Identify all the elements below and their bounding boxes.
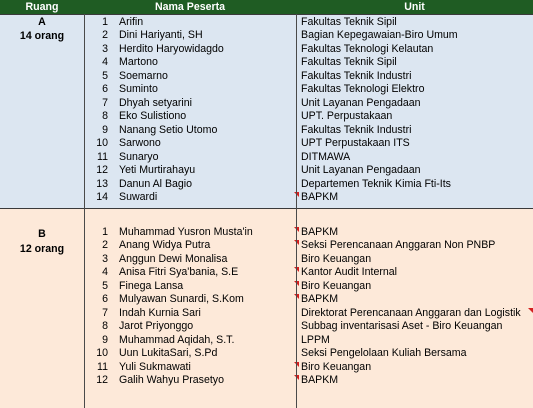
- table-row: [0, 164, 533, 178]
- row-number: 10: [96, 137, 108, 149]
- row-number: 3: [102, 252, 108, 265]
- table-header: [0, 0, 533, 15]
- table-row: [0, 29, 533, 43]
- table-row: [0, 293, 533, 307]
- room-count-a: 14 orang: [19, 30, 65, 42]
- table-row: [0, 266, 533, 280]
- table-row: [0, 97, 533, 111]
- table-row: [0, 70, 533, 84]
- table-row: [0, 137, 533, 151]
- participant-name: Anang Widya Putra: [119, 239, 211, 251]
- participant-unit: Subbag inventarisasi Aset - Biro Keuangan: [301, 320, 503, 332]
- row-number: 4: [102, 56, 108, 68]
- participant-name: Herdito Haryowidagdo: [119, 42, 224, 55]
- participant-name: Eko Sulistiono: [119, 110, 187, 122]
- participant-unit: Direktorat Perencanaan Anggaran dan Logistik: [301, 306, 521, 319]
- table-row: [0, 110, 533, 124]
- header-ruang: Ruang: [25, 1, 59, 13]
- table-row: [0, 191, 533, 205]
- header-unit: Unit: [404, 1, 425, 13]
- row-number: 13: [96, 177, 108, 190]
- table-row: [0, 334, 533, 348]
- participant-unit: Unit Layanan Pengadaan: [301, 96, 421, 109]
- participant-name: Muhammad Yusron Musta'in: [119, 225, 253, 238]
- row-number: 8: [102, 320, 108, 332]
- participant-name: Danun Al Bagio: [119, 177, 193, 190]
- row-number: 3: [102, 42, 108, 55]
- participant-unit: UPT. Perpustakaan: [301, 110, 393, 122]
- row-number: 12: [96, 374, 108, 386]
- row-number: 11: [97, 150, 108, 163]
- participant-name: Arifin: [119, 15, 144, 28]
- row-number: 12: [96, 164, 108, 176]
- table-row: [0, 320, 533, 334]
- participant-unit: Fakultas Teknologi Kelautan: [301, 42, 434, 55]
- table-row: [0, 307, 533, 321]
- comment-indicator-icon: [528, 308, 533, 313]
- participant-name: Uun LukitaSari, S.Pd: [119, 347, 218, 359]
- table-row: [0, 361, 533, 375]
- table-row: [0, 253, 533, 267]
- table-row: [0, 178, 533, 192]
- participant-name: Indah Kurnia Sari: [119, 306, 201, 319]
- row-number: 11: [97, 360, 108, 373]
- row-number: 10: [96, 347, 108, 359]
- row-number: 2: [102, 239, 108, 251]
- row-number: 2: [102, 29, 108, 41]
- row-number: 5: [102, 279, 108, 292]
- row-number: 7: [102, 96, 108, 109]
- participant-unit: LPPM: [301, 333, 330, 346]
- row-number: 8: [102, 110, 108, 122]
- table-row: [0, 16, 533, 30]
- table-row: [0, 226, 533, 240]
- column-divider-ruang: [84, 14, 85, 408]
- participant-unit: UPT Perpustakaan ITS: [301, 137, 410, 149]
- table-row: [0, 83, 533, 97]
- room-label-a: A: [38, 16, 46, 28]
- participant-name: Jarot Priyonggo: [119, 320, 194, 332]
- participant-unit: Fakultas Teknik Industri: [301, 123, 412, 136]
- participant-name: Anisa Fitri Sya'bania, S.E: [119, 266, 239, 278]
- participant-name: Dini Hariyanti, SH: [119, 29, 203, 41]
- room-label-b: B: [38, 228, 46, 240]
- participant-name: Sarwono: [119, 137, 161, 149]
- participant-name: Nanang Setio Utomo: [119, 123, 218, 136]
- participant-name: Anggun Dewi Monalisa: [119, 252, 228, 265]
- participant-unit: Fakultas Teknik Industri: [301, 69, 412, 82]
- row-number: 6: [102, 83, 108, 95]
- table-row: [0, 280, 533, 294]
- participant-name: Galih Wahyu Prasetyo: [119, 374, 225, 386]
- table-row: [0, 43, 533, 57]
- participant-name: Muhammad Aqidah, S.T.: [119, 333, 235, 346]
- row-number: 9: [102, 123, 108, 136]
- table-row: [0, 56, 533, 70]
- participant-unit: Seksi Perencanaan Anggaran Non PNBP: [301, 239, 496, 251]
- participant-unit: Fakultas Teknik Sipil: [301, 56, 397, 68]
- participant-unit: BAPKM: [301, 293, 339, 305]
- header-nama-peserta: Nama Peserta: [154, 1, 226, 13]
- column-divider-unit: [296, 14, 297, 408]
- participant-unit: Fakultas Teknik Sipil: [301, 15, 397, 28]
- participant-name: Yuli Sukmawati: [119, 360, 191, 373]
- participant-unit: Seksi Pengelolaan Kuliah Bersama: [301, 347, 467, 359]
- row-number: 1: [102, 15, 108, 28]
- participant-name: Suminto: [119, 83, 158, 95]
- table-row: [0, 124, 533, 138]
- room-count-b: 12 orang: [19, 243, 65, 255]
- participant-name: Martono: [119, 56, 158, 68]
- participant-name: Finega Lansa: [119, 279, 184, 292]
- table-row: [0, 347, 533, 361]
- table-row: [0, 374, 533, 388]
- participant-unit: DITMAWA: [301, 150, 351, 163]
- participant-unit: Departemen Teknik Kimia Fti-Its: [301, 177, 451, 190]
- participant-unit: BAPKM: [301, 191, 339, 203]
- row-number: 7: [102, 306, 108, 319]
- participant-unit: BAPKM: [301, 225, 339, 238]
- row-number: 6: [102, 293, 108, 305]
- participant-name: Sunaryo: [119, 150, 159, 163]
- participant-name: Yeti Murtirahayu: [119, 164, 196, 176]
- participant-name: Dhyah setyarini: [119, 96, 193, 109]
- row-number: 14: [96, 191, 108, 203]
- participant-unit: Unit Layanan Pengadaan: [301, 164, 421, 176]
- table-row: [0, 239, 533, 253]
- participant-name: Mulyawan Sunardi, S.Kom: [119, 293, 244, 305]
- participant-unit: Bagian Kepegawaian-Biro Umum: [301, 29, 458, 41]
- row-number: 9: [102, 333, 108, 346]
- participant-unit: BAPKM: [301, 374, 339, 386]
- participant-unit: Fakultas Teknologi Elektro: [301, 83, 425, 95]
- participant-name: Soemarno: [119, 69, 168, 82]
- participant-unit: Biro Keuangan: [301, 252, 372, 265]
- row-number: 4: [102, 266, 108, 278]
- participant-unit: Biro Keuangan: [301, 360, 372, 373]
- row-number: 5: [102, 69, 108, 82]
- participant-unit: Biro Keuangan: [301, 279, 372, 292]
- table-row: [0, 151, 533, 165]
- participant-name: Suwardi: [119, 191, 158, 203]
- participant-unit: Kantor Audit Internal: [301, 266, 397, 278]
- row-number: 1: [102, 225, 108, 238]
